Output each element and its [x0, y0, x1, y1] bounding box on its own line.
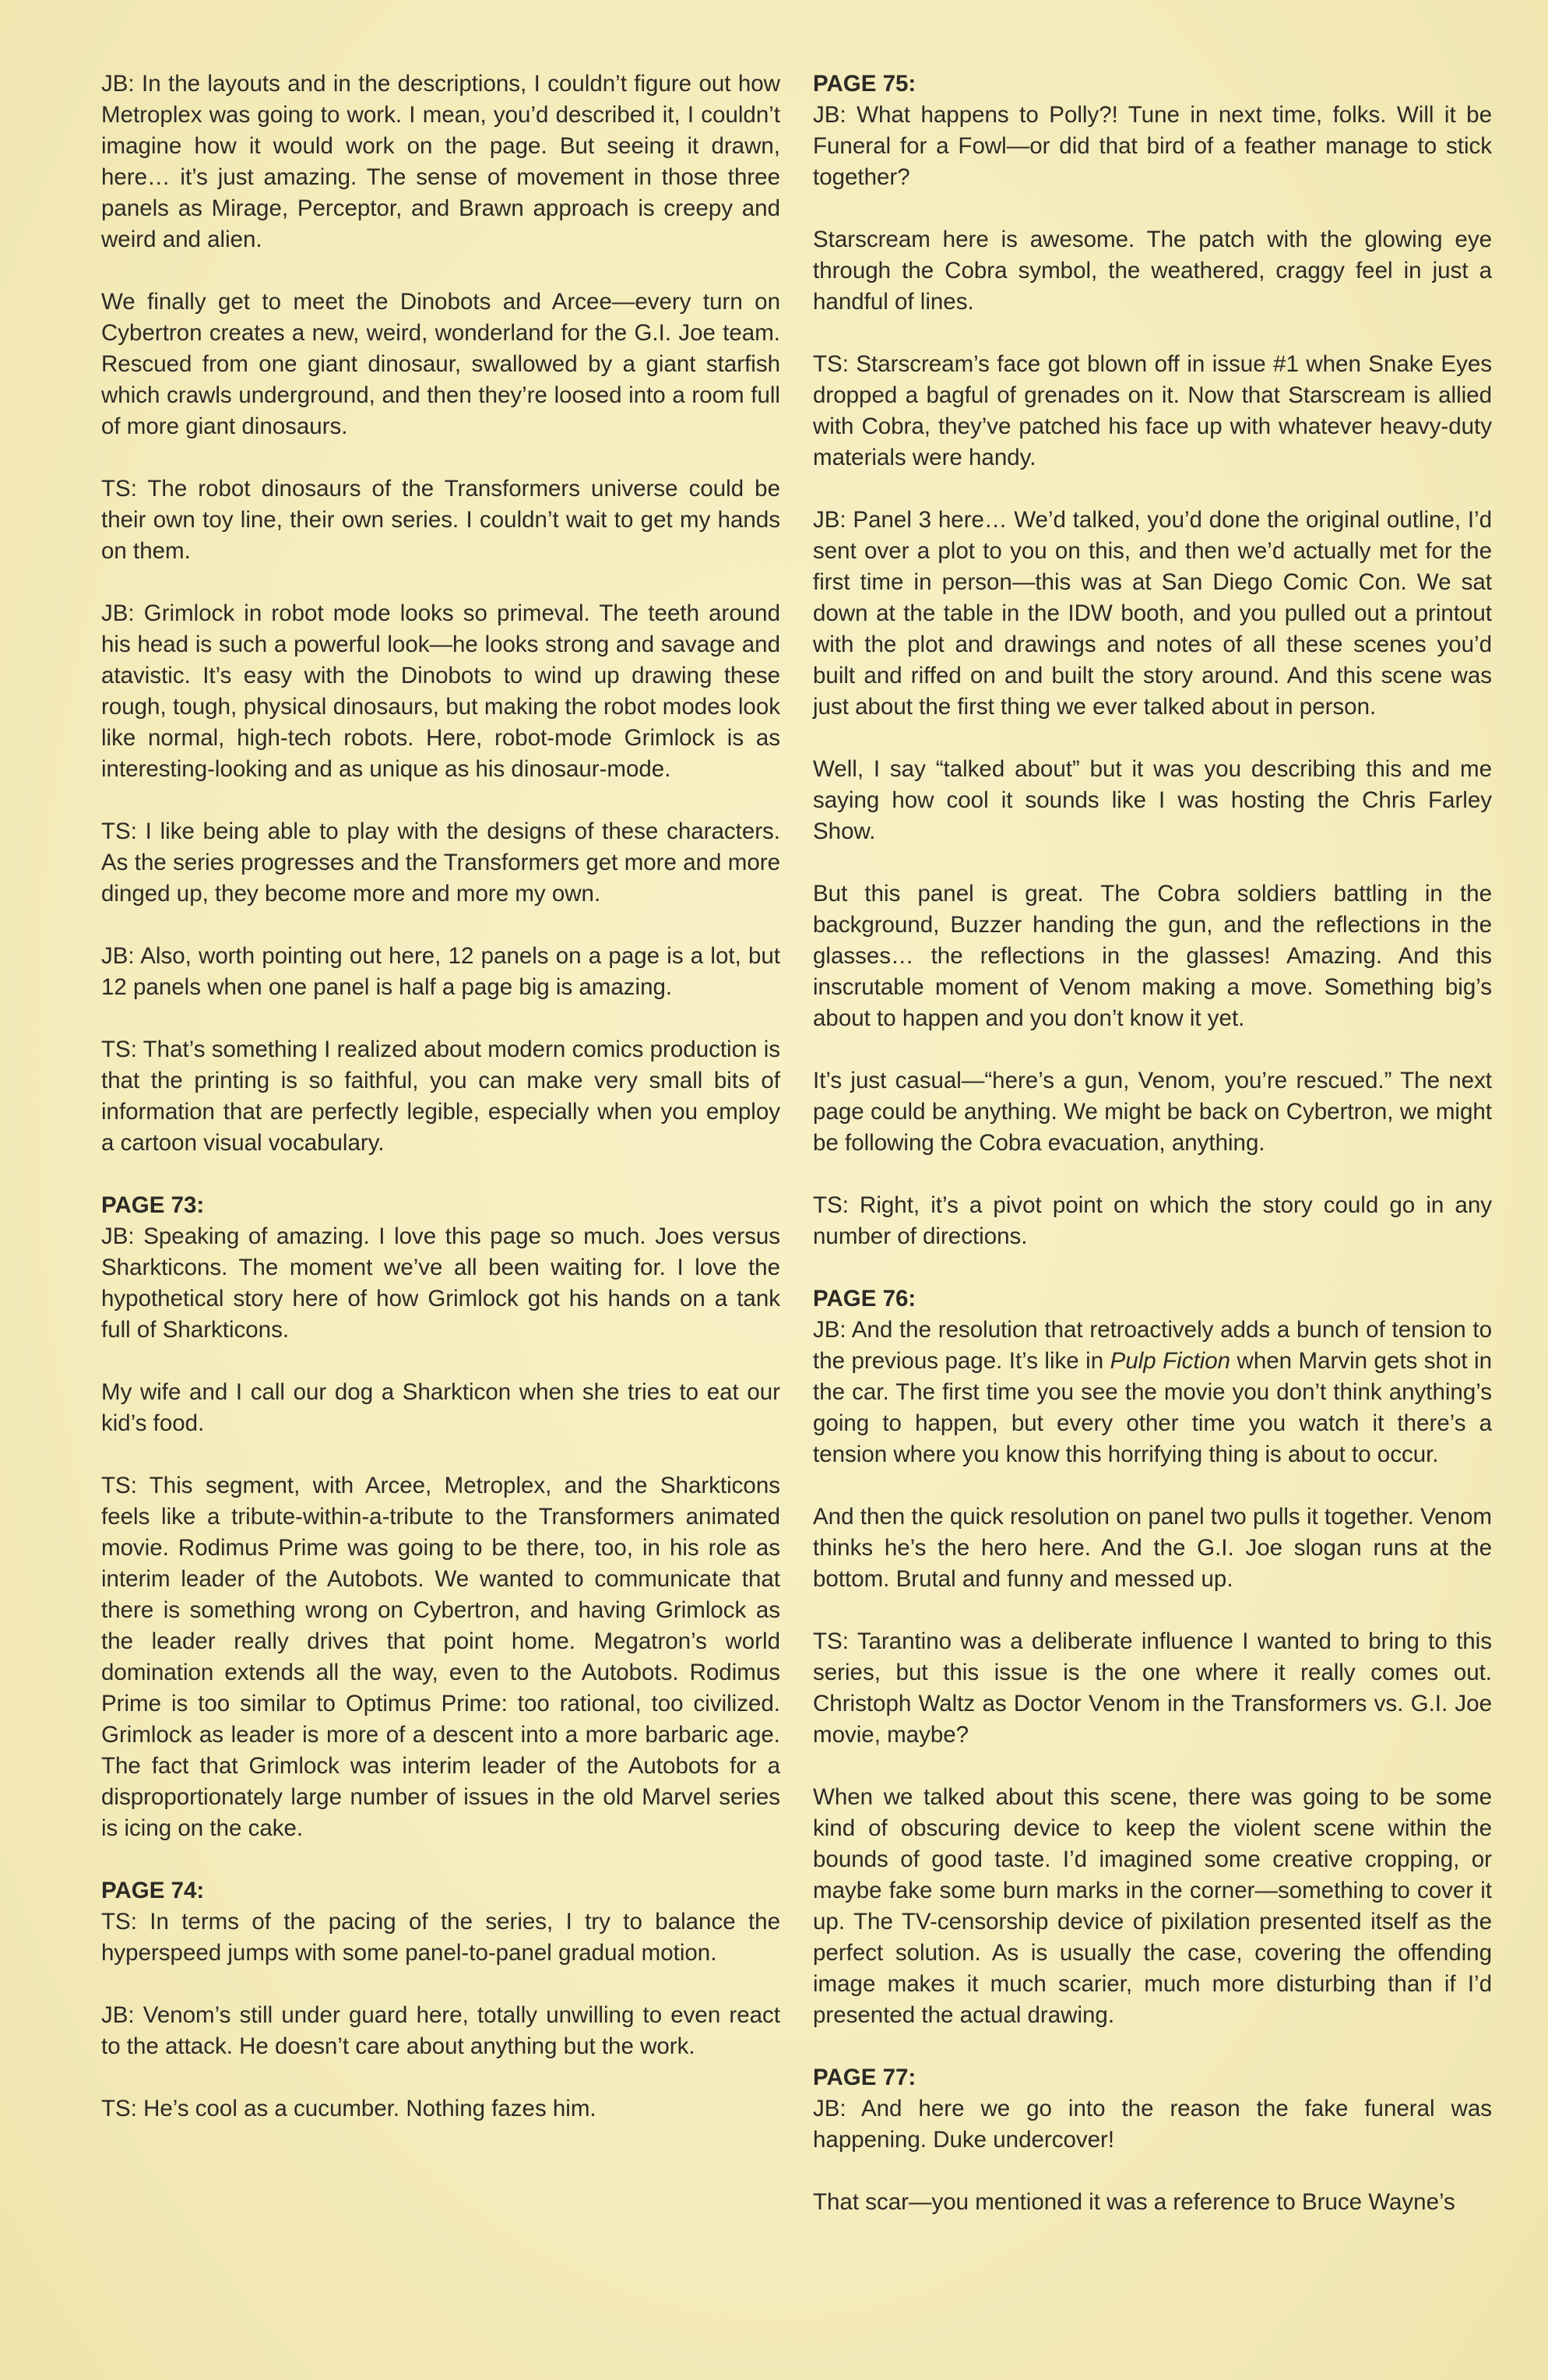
paragraph: JB: Panel 3 here… We’d talked, you’d done the original outline, I’d sent over a plot to you on this, and then we’d actually met for the first time in person—this was at San Diego Comic Con. We sat down at the table in the IDW booth, and you pulled out a printout with the plot and drawings and notes of all these scenes you’d built and riffed on and built the story around. And this scene was just about the first thing we ever talked about in person.: [813, 507, 1492, 720]
paragraph: It’s just casual—“here’s a gun, Venom, you’re rescued.” The next page could be anything. We might be back on Cybertron, we might be following the Cobra evacuation, anything.: [813, 1068, 1492, 1156]
paragraph: TS: Tarantino was a deliberate influence I wanted to bring to this series, but this issue is the one where it really comes out. Christoph Waltz as Doctor Venom in the Transformers vs. G.I. Joe movie, maybe?: [813, 1628, 1492, 1748]
page-heading: PAGE 74:: [101, 1878, 205, 1903]
paragraph: We finally get to meet the Dinobots and Arcee—every turn on Cybertron creates a new, weird, wonderland for the G.I. Joe team. Rescued from one giant dinosaur, swallowed by a giant starfish which crawls underground, and then they’re loosed into a room full of more giant dinosaurs.: [101, 289, 780, 439]
paragraph: TS: Right, it’s a pivot point on which the story could go in any number of directions.: [813, 1192, 1492, 1249]
paragraph: That scar—you mentioned it was a reference to Bruce Wayne’s: [813, 2189, 1455, 2215]
paragraph: Well, I say “talked about” but it was you describing this and me saying how cool it sounds like I was hosting the Chris Farley Show.: [813, 756, 1492, 844]
paragraph: JB: Grimlock in robot mode looks so primeval. The teeth around his head is such a powerful look—he looks strong and savage and atavistic. It’s easy with the Dinobots to wind up drawing these rough, tough, physical dinosaurs, but making the robot modes look like normal, high-tech robots. Here, robot-mode Grimlock is as interesting-looking and as unique as his dinosaur-mode.: [101, 600, 780, 782]
paragraph: JB: And here we go into the reason the fake funeral was happening. Duke undercover!: [813, 2096, 1492, 2153]
paragraph: TS: That’s something I realized about modern comics production is that the printing is so faithful, you can make very small bits of information that are perfectly legible, especially when you employ a cartoon visual vocabulary.: [101, 1037, 780, 1156]
paragraph: TS: Starscream’s face got blown off in issue #1 when Snake Eyes dropped a bagful of grenades on it. Now that Starscream is allied with Cobra, they’ve patched his face up with whatever heavy-duty materials were handy.: [813, 351, 1492, 470]
paragraph: When we talked about this scene, there was going to be some kind of obscuring device to keep the violent scene within the bounds of good taste. I’d imagined some creative cropping, or maybe fake some burn marks in the corner—something to cover it up. The TV-censorship device of pixilation presented itself as the perfect solution. As is usually the case, covering the offending image makes it much scarier, much more disturbing than if I’d presented the actual drawing.: [813, 1784, 1492, 2028]
page-heading: PAGE 76:: [813, 1286, 916, 1311]
paragraph: TS: This segment, with Arcee, Metroplex, and the Sharkticons feels like a tribute-within-a-tribute to the Transformers animated movie. Rodimus Prime was going to be there, too, in his role as interim leader of the Autobots. We wanted to communicate that there is something wrong on Cybertron, and having Grimlock as the leader really drives that point home. Megatron’s world domination extends all the way, even to the Autobots. Rodimus Prime is too similar to Optimus Prime: too rational, too civilized. Grimlock as leader is more of a descent into a more barbaric age. The fact that Grimlock was interim leader of the Autobots for a disproportionately large number of issues in the old Marvel series is icing on the cake.: [101, 1473, 780, 1841]
left-column: [101, 69, 780, 2156]
paragraph: JB: In the layouts and in the descriptions, I couldn’t figure out how Metroplex was going to work. I mean, you’d described it, I couldn’t imagine how it would work on the page. But seeing it drawn, here… it’s just amazing. The sense of movement in those three panels as Mirage, Perceptor, and Brawn approach is creepy and weird and alien.: [101, 71, 780, 252]
right-column: [813, 69, 1492, 2249]
paragraph: JB: Venom’s still under guard here, totally unwilling to even react to the attack. He doesn’t care about anything but the work.: [101, 2002, 780, 2059]
film-title: Pulp Fiction: [1110, 1348, 1231, 1374]
paragraph: TS: The robot dinosaurs of the Transformers universe could be their own toy line, their own series. I couldn’t wait to get my hands on them.: [101, 476, 780, 564]
page-heading: PAGE 73:: [101, 1192, 205, 1218]
paragraph: JB: Speaking of amazing. I love this page so much. Joes versus Sharkticons. The moment we’ve all been waiting for. I love the hypothetical story here of how Grimlock got his hands on a tank full of Sharkticons.: [101, 1223, 780, 1343]
paragraph: But this panel is great. The Cobra soldiers battling in the background, Buzzer handing the gun, and the reflections in the glasses… the reflections in the glasses! Amazing. And this inscrutable moment of Venom making a move. Something big’s about to happen and you don’t know it yet.: [813, 881, 1492, 1031]
paragraph: And then the quick resolution on panel two pulls it together. Venom thinks he’s the hero here. And the G.I. Joe slogan runs at the bottom. Brutal and funny and messed up.: [813, 1504, 1492, 1592]
paragraph: JB: And the resolution that retroactively adds a bunch of tension to the previous page. It’s like in Pulp Fiction when Marvin gets shot in the car. The first time you see the movie you don’t think anything’s going to happen, but every other time you watch it there’s a tension where you know this horrifying thing is about to occur.: [813, 1317, 1492, 1467]
paragraph: JB: Also, worth pointing out here, 12 panels on a page is a lot, but 12 panels when one panel is half a page big is amazing.: [101, 943, 780, 1000]
paragraph: TS: I like being able to play with the designs of these characters. As the series progresses and the Transformers get more and more dinged up, they become more and more my own.: [101, 819, 780, 907]
paragraph: Starscream here is awesome. The patch with the glowing eye through the Cobra symbol, the weathered, craggy feel in just a handful of lines.: [813, 227, 1492, 315]
paragraph: TS: He’s cool as a cucumber. Nothing fazes him.: [101, 2096, 596, 2121]
paragraph: My wife and I call our dog a Sharkticon when she tries to eat our kid’s food.: [101, 1379, 780, 1436]
page-heading: PAGE 77:: [813, 2065, 916, 2090]
paragraph: TS: In terms of the pacing of the series, I try to balance the hyperspeed jumps with some panel-to-panel gradual motion.: [101, 1909, 780, 1966]
paragraph: JB: What happens to Polly?! Tune in next time, folks. Will it be Funeral for a Fowl—or did that bird of a feather manage to stick together?: [813, 102, 1492, 190]
page-heading: PAGE 75:: [813, 71, 916, 97]
